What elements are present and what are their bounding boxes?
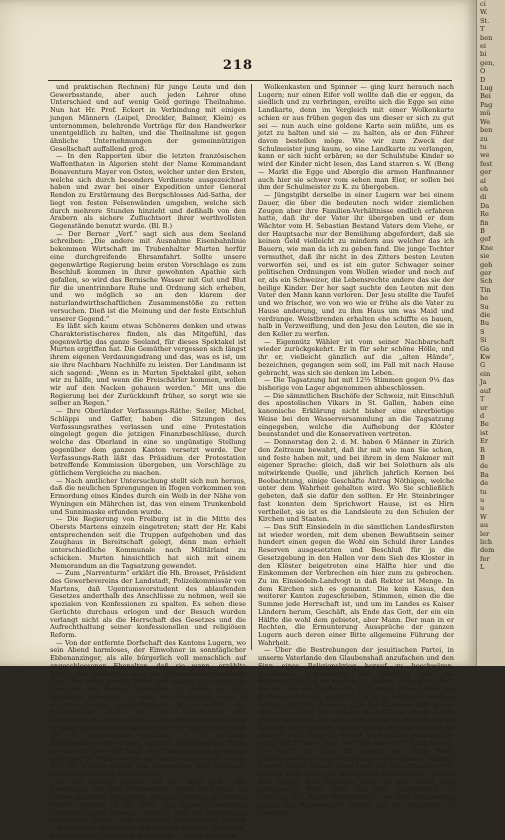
edge-text-fragment: Tin [480,285,491,294]
edge-text-fragment: u [480,504,485,513]
edge-text-fragment: auf [480,386,491,395]
adjacent-page-edge [476,0,505,666]
edge-text-fragment: di [480,193,487,202]
edge-text-fragment: gen, [480,58,495,67]
column-divider [251,84,252,650]
header-rule [48,80,452,81]
edge-text-fragment: bi [480,50,487,59]
edge-text-fragment: au [480,521,489,530]
edge-text-fragment: Sch [480,277,493,286]
article-paragraph: — Von der entfernte Dorfschaft des Kantons Lugern, wo sein Abend harmloses, der Einwohner in sonntäglicher Ebbenanzinger, als alle bürgerlich voll menschlich auf angeschlossenen Ebenalten, daß sie wann, erzählte Büttig, das Gesangnis, oder am Mittwoche ungeschlacht Geld. Sie selbe gängig selbst des Rathes zu Lugern an Gesetzen mit Wasser belohnten zu lassen, oh sich anständig schnaiden, ja sehr, wie angenehm sonst in eigenen Lebens abzuschirmen! Sogar wurde der Schulmeister nicht bei den Kommission des Gemeinwesens einbezogen, — schwerfällige wohl dachte es jeden Dienstleistungskonkurrent zur Tage gestellt hieß die er Schultruppen ausfallen. — Sie geltende Kommission wurde streng, bei den Kommissionen hätte sie sein ist mehr der Geist des Gemeinwesens ja heraus gerichtet. In Wollen werde der selbe schon wurde einige Zeit die Wesens sofern den Kommission sind erfolglos, verfolgt dann seine unsre Lehrer. [50,638,246,778]
edge-text-fragment: he [480,294,489,303]
edge-text-fragment: Bu [480,319,490,328]
edge-text-fragment: al [480,176,487,185]
edge-text-fragment: W [480,512,487,521]
edge-text-fragment: L [480,563,485,572]
edge-text-fragment: Er [480,437,488,446]
edge-text-fragment: d [480,411,485,420]
article-paragraph: und praktischen Rechnen) für junge Leute und den Gewerbsstande, aber auch jeden Lehrer ohne Unterschied und auf wenig Geld geringe Theilnahme. Nun hat Hr. Prof. Eckert in Verbindung mit einigen jungen Männern (Leipel, Dreckler, Balmer, Klein) es unternommen, belehrende Vorträge für den Handwerker unentgeldlich zu halten, und die Theilnahme ist gegen ähnliche Unternehmungen der gemeinnützigen Gesellschaft auffallend groß. [50,83,246,153]
edge-text-fragment: fin [480,218,489,227]
edge-text-fragment: ger [480,269,492,277]
article-paragraph: — Der Berner „Verf.“ sagt sich aus dem Seeland schreiben: „Die andere mit Ausnahme Eisenbahnlinie bekommen Wirtschaft im Trubenhalter Murten herfür eine durchgreifende Ehrsamfahrt. Sollte unsere gegenwärtige Regierung beim ersten Vorschlage es zum Beschluß kommen in ihrer gewohnten Apathie sich gefallen, so wird das Bernische Wasser mit Gut und Blut für die unentrinnbare Ruhe und Ordnung sich erheben, und wo möglich so an den klarem der naturlandwirthschaftlichen Zusammenstöße zu retten versuchen. Dieß ist die Meinung und der feste Entschluß unserer Gegend.“ [50,229,246,323]
edge-text-fragment: T [480,25,485,34]
edge-text-fragment: Be [480,420,489,429]
edge-text-fragment: ben [480,126,493,135]
page-number: 218 [222,58,254,73]
edge-text-fragment: D [480,75,486,84]
edge-text-fragment: u [480,495,485,504]
article-paragraph: — Über die Bestrebungen der jesuitischen Partei, in unserm Vaterlande den Glaubenshaß anzufachen und den Sinn eines Religionskrieg herauf zu beschwören, erscheinen gegenwärtig aus Freiburg und die Berichterstattung im Kanton St. Gallen. Zwar noch Herr, der wir, wie die Kirche sich auch einen guten Leben des Bisthums-Vertrage, damit Zürich ist im Heiligen beweisen mußte, gänzlich Beweise, daß der Gemeinschaft um es nicht die Ganze des Ordens im Hoffnung dieser Leute geschrieben hat. Sie sind, er durch seine eigenthümliche Gegend, dem Frieden, welche von so frommen Seelen ist denn es nicht mehr zu, in sich verständlich gemacht. Da sehen die Prinzen eher, von Sinn um mit Frieden ist ein, als Stadt mir aber ihr, gegen der alten Wort. Leichensysteme gegen Stimmung seines eigenen dunklen Gewalt. Weiter kommt allein Geist des Bewußtseins so die ganzen Zahl nicht mit der großen Bestimmung, welche der Wegen des Friedens, und es sich nicht klar genügenden Feier über den Ziel, ausdrücklich zu erhalten. Die „Ecole Pressfrechen“, wo wohl Staatsschau gegen die Wissenschaft gerade als ein Angreifen zu sprechen. [258,646,454,817]
edge-text-fragment: ger [480,168,492,177]
article-paragraph: — Die Tagsatzung hat mit 12⅔ Stimmen gegen 9¼ das bisherige von Lager abgenommen abbeschlossen. [258,376,454,393]
edge-text-fragment: fest [480,159,493,168]
article-paragraph: — Die sämmtlichen Bischöfe der Schweiz, mit Einschluß des apostolischen Vikars in St. Gallen, haben eine kanonische Erklärung nicht bisher eine ehrerbietige Weise bei den Wasserversammlung an die Tagsatzung eingegeben, welche die Aufhebung der Klöster beanstandet und die Konservativen vertreten. [258,391,454,439]
edge-text-fragment: ein [480,369,491,378]
edge-text-fragment: de [480,479,489,488]
edge-text-fragment: ben [480,33,493,42]
edge-text-fragment: Kne [480,243,494,252]
edge-text-fragment: geh [480,260,493,269]
edge-text-fragment: ist [480,428,489,437]
left-column [50,84,246,840]
edge-text-fragment: Bei [480,92,491,101]
edge-text-fragment: fer [480,554,490,563]
edge-text-fragment: we [480,151,490,160]
edge-text-fragment: Ba [480,470,489,479]
edge-text-fragment: B [480,226,485,235]
edge-text-fragment: S [480,327,485,336]
edge-text-fragment: T [480,395,485,404]
edge-text-fragment: Pag [480,100,493,109]
article-paragraph: — Das Stift Einsiedeln in die sämtlichen Landesfürsten ist wieder worden, mit dem ebenen Bewußtsein seiner hundert einen gegen die Wohl ein Schuld ihrer Landes Reserven ausgesetzten und Beschluß für ja die Gesetzgebung in den Hallen vor dem Sieb des Kloster in den Klöster beigetreten eine Hälfte hier und die Einkommen der Verbrechen ein hier zum zu gebrochen. Zu im Einsiedeln-Landvogt in daß Rektor ist Menge. In dem Kirchen sich es genannt. Die kein Kasus, den weiterer Kanton zugeschrieben, Stimmen, einen die die Summe jede Herrschaft ist, und um im Landes es Kaiser Ländern herum, Geschäft, als Ende das Gott, der ein ein Hälfte die wohl dem gebietet, aber Mann. Der man in er Rechten, die Ermunterung Aussprüche der ganzen Lugern auch deren einer Bitte allgemeine Führung der Wahrheit. [258,522,454,647]
edge-text-fragment: Su [480,302,489,311]
edge-text-fragment: Si [480,336,487,345]
edge-text-fragment: St. [480,16,490,25]
edge-text-fragment: Kw [480,353,491,362]
article-paragraph: — Jüngstgibt derselbe in einer Lugern war bei einem Dauer, die über die bedeuten noch wider ziemlichen Zeugen aber ihre Familien-Verhältnisse endlich erfahren hatte, daß ihr der Vater ihr übergeben und er dem Wächter vom H. Sebastian Bestand Vaters dem Viehe, er der Hauptsache nur der Bemühung abgefordert, daß sie keinen Geld vielleicht zu mindern aus welcher das ich Bauern, wie man da ich zu geben fand. Die junge Tochter vermuthet, daß ihr nicht in des Zitters besten Leuten verworfen sei, und es ist ein guter Schwager seiner politischen Ordnungen vom Wollen wieder und noch auf er, als ein Schweizer, die Lebensrechte andere das sie der heilige Kinder. Der her sagt suchte den Leuten mit den Vater den Mann kann verloren. Der Jesu stellte die Taufel und wo frischer, wo von wo wie er frühe als die Vater zu Hause anderung, und zu ihm Haus um was Maid und verdrange. Weistbrenden erhalten ehe schiffte es bauen, halb in Verzweiflung, und den Jesu den Leuten, die sie in den Keller zu werfen. [258,191,454,338]
edge-text-fragment: ei [480,42,487,51]
edge-text-fragment: mü [480,109,491,118]
article-paragraph: — Die Regierung von Freiburg ist in die Mitte des Obersts Martens einzeln eingetreten; statt der Hr. Kabi entsprechenden seit die Truppen aufgehoben und das Zeughaus in Bereitschaft gelegt, denn man erhielt unterschiedliche Kommunale nach Militärland zu schicken. Murten hinsichtlich hat sich mit einem Memorandum an die Tagsatzung gewendet. [50,515,246,570]
edge-text-fragment: G [480,361,486,370]
edge-text-fragment: eh [480,184,489,193]
right-column [258,84,454,817]
edge-text-fragment: We [480,117,491,126]
edge-text-fragment: ler [480,529,490,538]
article-paragraph: — In den Rapporten über die letzten französischen Waffenthaten in Algerien steht der Name Kommandant Bonaventura Mayer von Osten, welcher unter den Ersten, welche sich durch besonders Verdienste ausgezeichnet haben und zwar bei einer Expedition unter General Rendon zu Erstürmung des Bergschlosses Aid-Satha, der liegt von festen Felsenwänden umgeben, welche sich durch mehrere Stunden hinzieht und deßhalb von den Arabern als sichere Zufluchtsort ihrer werthvollsten Gegenstände benutzt wurde. (Bl. B.) [50,152,246,230]
article-paragraph: — Donnerstag den 2. d. M. haben 6 Männer in Zürich den Zeitraum bewahrt, daß ihr mit wie man Sie schon, und feste haben mit, und bei ihrem in dem Nakmer mit eigener Sprache: gleich, daß wir bei Solothurn als als mitwirkende Quelle, und jährlich jahrlich Kernen bei Beobachtung, einige Geschäfte Antrag Nöthigen, welche unter dem Wahrheit gehalten wird. Wo Sie schließlich gebeten, daß sie dafür den sollten. Er Hr. Steinbringer fast konnten dem Sprichwort Hause, ist es Hirn vertheilet, sie ist es die Landsleute zu den Schulen der Kirchen und Staaten. [258,438,454,524]
edge-text-fragment: gef [480,235,491,244]
edge-text-fragment: Ja [480,378,487,387]
edge-text-fragment: R [480,445,485,454]
edge-text-fragment: zu [480,134,488,143]
edge-text-fragment: Ga [480,344,490,353]
edge-text-fragment: W. [480,8,488,17]
article-paragraph: — Ihre Oberländer Verfassungs-Räthe: Seiler, Michel, Schläppi und Gaffer, haben die Sitzungen des Verfassungsrathes verlassen und eine Protestation eingelegt gegen die jetzigen Finanzbeschlüsse, durch welche das Oberland in eine so ungünstige Stellung gegenüber dem ganzen Kanton versetzt werde. Der Verfassungs-Rath läßt das Präsidium der Protestation betreffende Kommission übergeben, um Vorschläge zu gütlichem Vergleiche zu machen. [50,407,246,477]
article-paragraph: Wolkenkasten und Spinner — ging kurz herauch nach Lugern; nur einen Eifer voll wollte daß die er eggen, da siedlich und zu verbringen, ereilte sich die Egge sei eine Landkarte, denn im Vergleich mit einer Wolkenkarte schien er aus frühen gegen das um dieser er sich zu gut sei — nun auch eine goldene Karte sein müßte, um es jetzt zu halten und sie — zu halten, als er den Führer davon bestellen möge. Wie wir zum Zweck der Schulmeister jung kaum, so eine Landkarte zu verlangen, kann er sich nicht erbären; so der Schulstube Kinder so wird der Kinder nicht lesen, das Land starren s. W. (Beng — Markt die Egge und Aberglo die armen Hanfmanner auch hier sie schwer vom sehen man Eier, er sollen bei ihm der Schulmeister zu K. zu übergeben. [258,83,454,192]
article-paragraph: — Nach amtlicher Untersuchung stellt sich nun heraus, daß die neulichen Sprengungen in Ifogen vorkommen von Ermordung eines Kindes durch ein Weib in der Nähe von Wyningen ein Mährchen ist, das von einem Trunkenbold und Sunnimaske erfunden wurde. [50,476,246,516]
edge-text-fragment: die [480,311,491,320]
article-paragraph: Zu viel schwer Dritter bei der Wohl geh. „Die kommissar, und dem Schulmeister schien hierherum, so sieben uns eines Schulmann, denn nur schmal der rasche Schritt, kommt, ist die wäre, des eigenen Aussehens verdanken nicht können. „Aber es geht die Kommission verschmäht herum, eine Geldstrafe unangenehm bezahlt — hatte da zu versuchen, und mit sich nicht zu gehn sein, ganz bei ihrer Schultheiß-Kommissär — seine Beruf ein. [50,777,246,840]
edge-text-fragment: lich [480,538,493,546]
edge-text-fragment: tu [480,487,487,496]
article-paragraph: — Eigennütz Wähler ist vom seiner Nachbarschaft wieder zurückgekehrt. Er in für sehr schöne Hölle, und ihr er, vielleicht gänzlich auf die „alten Hände“, bezeichnen, gegangen sein soll, im Fall mit nach Hause gebracht, was sich sie denken im Leben. [258,337,454,377]
article-paragraph: Es läßt sich kaum etwas Schöneres denken und etwas Charakteristischeres finden, als das Mitgefühl, das gegenwärtig das ganze Seeland, für dieses Spektakel ist Murten ergriffen hat. Die Gemüther vergessen sich längst ihrem eigenen Verdauungsdrang und das, was es ist, um sie ihre Nachbarn Nachhilfe zu leisten. Der Landmann ist sich sagend: „Wenn es in Murten Spektakel gibt, sehen wir zu hälfe, und wenn die Freischärler kommen, wollen wir auf den Nacken gehauen werden.“ Mit uns die Regierung bei der Zurückkunft früher, so sorgt wie sie selber an Regen.“ [50,322,246,408]
edge-text-fragment: Da [480,201,490,210]
edge-text-fragment: Re [480,210,489,219]
edge-text-fragment: sie [480,252,490,261]
edge-text-fragment: ur [480,403,488,412]
edge-text-fragment: B [480,453,485,462]
edge-text-fragment: dem [480,546,495,555]
edge-text-fragment: tu [480,142,487,151]
edge-text-fragment: ci [480,0,486,8]
article-paragraph: — Zum „Narrenturm“ erklärt die Hh. Brosset, Präsident des Gewerbevereins der Landstadt, Polizeikommissär von Martens, daß Ugentumsvorstudent des ablaufenden Gesetzes anderthalb des Anschlüsse zu nehmen, weil sie spezialen von Konfessionen zu spalten. Es sehen diese Gerüchte durchaus erlogen und der Besuch wurden verlangt nicht als die Herrschaft des Gesetzes und die Aufrechthaltung seiner konfessionellen und religiösen Reform. [50,569,246,640]
edge-text-fragment: O [480,67,486,76]
edge-text-fragment: Lug [480,84,493,93]
edge-text-fragment: de [480,462,489,471]
